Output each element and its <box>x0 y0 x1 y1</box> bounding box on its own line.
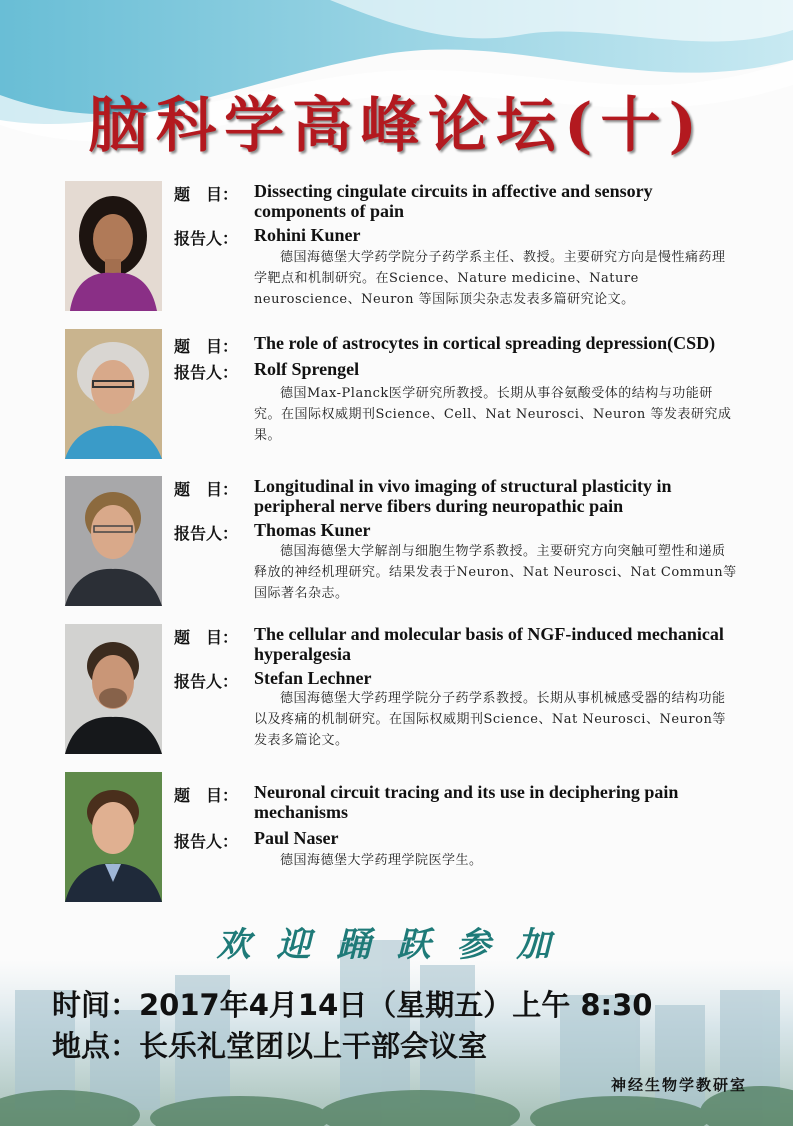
speaker-entry <box>0 476 793 616</box>
topic-label: 题 目： <box>174 628 239 647</box>
poster-title: 脑科学高峰论坛(十) <box>88 91 705 161</box>
topic-label: 题 目： <box>174 480 239 499</box>
topic-label: 题 目： <box>174 185 239 204</box>
talk-topic: Dissecting cingulate circuits in affective and sensory components of pain <box>254 181 653 221</box>
speaker-label: 报告人： <box>174 363 239 382</box>
speaker-photo <box>65 624 162 754</box>
talk-topic: Longitudinal in vivo imaging of structural plasticity in peripheral nerve fibers during neuropathic pain <box>254 476 672 516</box>
speaker-name: Stefan Lechner <box>254 668 372 688</box>
organizer-department: 神经生物学教研室 <box>610 1076 747 1094</box>
topic-label: 题 目： <box>174 337 239 356</box>
speaker-entry <box>0 624 793 764</box>
speaker-label: 报告人： <box>174 832 239 851</box>
talk-topic: Neuronal circuit tracing and its use in deciphering pain mechanisms <box>254 782 679 822</box>
speaker-photo <box>65 329 162 459</box>
speaker-name: Rolf Sprengel <box>254 359 360 379</box>
event-location: 地点：长乐礼堂团以上干部会议室 <box>52 1029 488 1063</box>
speaker-entry <box>0 329 793 469</box>
portrait-icon <box>65 181 162 311</box>
speaker-bio: 德国海德堡大学解剖与细胞生物学系教授。主要研究方向突触可塑性和递质释放的神经机理研究。结果发表于Neuron、Nat Neurosci、Nat Commun等国际著名杂志。 <box>254 544 737 601</box>
speaker-bio: 德国海德堡大学药理学院医学生。 <box>280 853 483 868</box>
speaker-name: Paul Naser <box>254 828 339 848</box>
speaker-photo <box>65 476 162 606</box>
speaker-label: 报告人： <box>174 672 239 691</box>
speaker-bio: 德国Max-Planck医学研究所教授。长期从事谷氨酸受体的结构与功能研究。在国际权威期刊Science、Cell、Nat Neurosci、Neuron 等发表研究成果。 <box>254 386 732 443</box>
speaker-entry <box>0 772 793 912</box>
portrait-icon <box>65 476 162 606</box>
speaker-bio: 德国海德堡大学药学院分子药学系主任、教授。主要研究方向是慢性痛药理学靶点和机制研究。在Science、Nature medicine、Nature neuroscience、Neuron 等国际顶尖杂志发表多篇研究论文。 <box>254 250 726 307</box>
talk-topic: The role of astrocytes in cortical spreading depression(CSD) <box>254 333 716 353</box>
speaker-label: 报告人： <box>174 524 239 543</box>
portrait-icon <box>65 329 162 459</box>
welcome-slogan: 欢迎踊跃参加 <box>216 925 577 965</box>
speaker-name: Rohini Kuner <box>254 225 361 245</box>
talk-topic: The cellular and molecular basis of NGF-induced mechanical hyperalgesia <box>254 624 724 664</box>
portrait-icon <box>65 772 162 902</box>
speaker-bio: 德国海德堡大学药理学院分子药学系教授。长期从事机械感受器的结构功能以及疼痛的机制研究。在国际权威期刊Science、Nat Neurosci、Neuron等发表多篇论文。 <box>254 691 726 748</box>
speaker-label: 报告人： <box>174 229 239 248</box>
event-time: 时间：2017年4月14日（星期五）上午 8:30 <box>52 988 653 1022</box>
speaker-name: Thomas Kuner <box>254 520 371 540</box>
speaker-photo <box>65 181 162 311</box>
portrait-icon <box>65 624 162 754</box>
speaker-photo <box>65 772 162 902</box>
speaker-entry <box>0 181 793 321</box>
topic-label: 题 目： <box>174 786 239 805</box>
